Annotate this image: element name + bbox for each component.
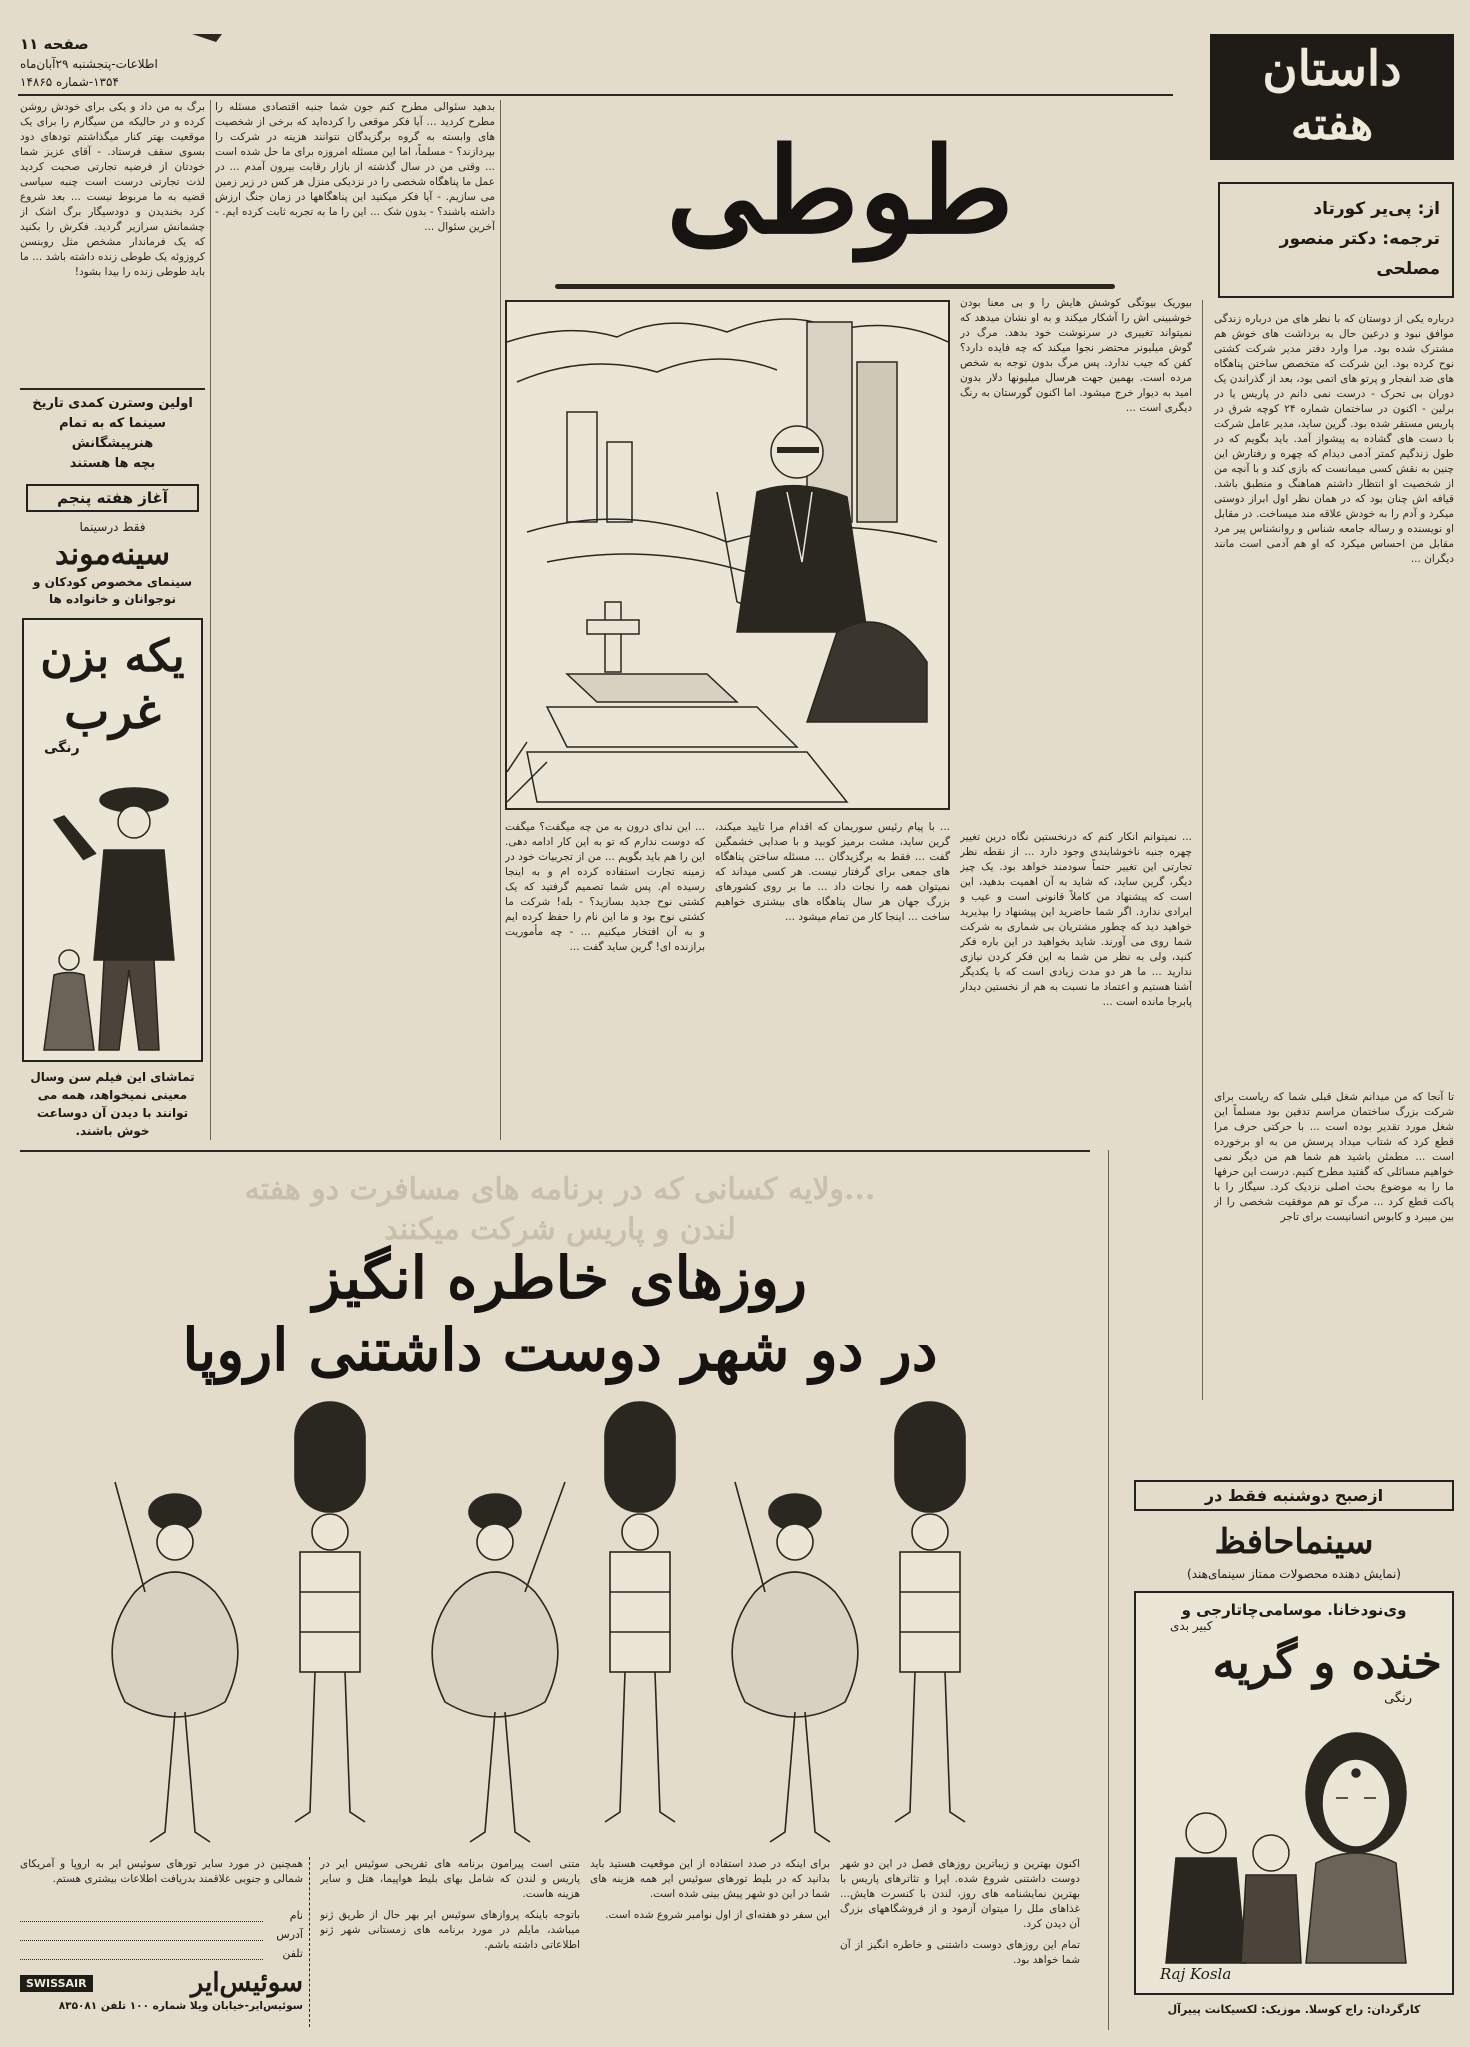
story-column-center-right	[960, 830, 1192, 1205]
author-line: از: پی‌یر کورتاد	[1313, 199, 1440, 219]
hafez-english-tag: Raj Kosla	[1160, 1965, 1232, 1983]
mond-footer-4: خوش باشند.	[75, 1124, 150, 1138]
issue-number: ۱۳۵۴-شماره ۱۴۸۶۵	[20, 75, 119, 89]
hafez-top: ازصبح دوشنبه فقط در	[1204, 1486, 1384, 1505]
hafez-sub: (نمایش دهنده محصولات ممتاز سینمای‌هند)	[1187, 1567, 1401, 1581]
mond-desc-2: نوجوانان و خانواده ها	[49, 592, 176, 606]
swissair-headline-2: در دو شهر دوست داشتنی اروپا	[182, 1316, 938, 1384]
mond-start-box	[26, 484, 199, 512]
swissair-body-1: اکنون بهترین و زیباترین روزهای فصل در این دو شهر دوست داشتنی شروع شده. اپرا و تئاترهای پاریس با بهترین نمایشنامه های روز، لندن با کنسرت هایش... غذاهای ملل را میتوان آزمود و از فروشگاههای بزرگ آن دیدن کرد.	[840, 1858, 1080, 1930]
mond-desc-1: سینمای مخصوص کودکان و	[32, 575, 193, 589]
phone-label: تلفن	[282, 1947, 303, 1960]
swissair-form-intro: همچنین در مورد سایر تورهای سوئیس ایر به اروپا و آمریکای شمالی و جنوبی علاقمند بدریافت اطلاعات بیشتری هستم.	[20, 1858, 303, 1885]
mond-poster	[22, 618, 203, 1062]
swissair-illustration	[35, 1392, 1075, 1852]
story-column-left-text: برگ به من داد و یکی برای خودش روشن کرده و در حالیکه من سیگارم را برای یک موقعیت بهتر کنار میگذاشتم تودهای دود بسوی سقف فرستاد. - آقای عزیز شما خودتان از فرضیه تجارتی صحبت کردید لذت تجارتی درست است چنبه سیاسی قضیه به ما مربوط نیست ... بعد شروع کرد بخندیدن و دودسیگار برگ اشک از چشمانش سرازیر گردید. فکرش را بکنید که یک فرماندار مشخص مثل روبنسن کروزوئه یک طوطی زنده داشته باشد ... ما باید طوطی زنده را بیدا بشود!	[20, 101, 205, 278]
mond-name: سینه‌موند	[55, 537, 170, 572]
credits-box	[1218, 182, 1454, 298]
story-column-center-left	[960, 296, 1192, 816]
swissair-body-col-3	[320, 1857, 580, 2027]
hafez-footer: کارگردان: راج کوسلا. موزیک: لکسیکانت پییرآل	[1167, 2003, 1421, 2016]
corner-mark-icon	[190, 32, 224, 44]
story-column-mid-text: بدهید سئوالی مطرح کنم جون شما جنبه اقتصادی مسئله را مطرح کردید ... آیا فکر موقعی را کرده‌اید که برخی از شخصیت های وابسته به گروه برگزیدگان نتوانند هزینه در شرکت را بپردازند؟ - مسلماً، اما این مسئله امروزه برای ما حل شده است ... وقتی من در سال گذشته از بازار رقابت بیرون آمدم ... در عمل ما پناهگاه شخصی را در نزدیکی منزل هر کس در زیر زمین می سازیم. - آیا فکر میکنید این پناهگاهها در زمان جنگ ارزش داشته باشند؟ - بدون شک ... این را ما به تجربه ثابت کرده ایم. - آخرین سئوال ...	[215, 101, 495, 233]
story-column-lower-mid	[505, 820, 705, 1120]
story-column-right	[1214, 312, 1454, 1082]
mond-line-3: بچه ها هستند	[69, 456, 156, 471]
logo-line-2: هفته	[1290, 99, 1374, 150]
mond-film-title-2: غرب	[64, 684, 161, 740]
page-number: صفحه ۱۱	[20, 35, 89, 53]
column-divider-2	[500, 100, 501, 1140]
mond-footer-2: معینی نمیخواهد، همه می	[37, 1088, 188, 1102]
swissair-address: سوئیس‌ایر-خیابان ویلا شماره ۱۰۰ تلفن ۸۳۵۰۸۱	[58, 2000, 303, 2012]
story-column-left	[20, 100, 205, 380]
swissair-coupon	[20, 1857, 310, 2027]
story-column-lower-right	[1214, 1090, 1454, 1470]
story-column-lower-right-text: تا آنجا که من میدانم شغل قبلی شما که ریاست برای شرکت بزرگ ساختمان مراسم تدفین بود مسلماً این شغل مورد تقدیر بوده است ... با حرکتی حرف مرا قطع کرد که شتاب میداد پرسش من به او برخورده است ... مطمئن باشید هم شما هم من دیگر نمی خواهیم مسائلی که گفتید مطرح کنیم. درست این حرفها ما را به موضوع بحث اصلی نزدیک کرد. سیگار را با پاکت قطع کرد ... مرگ تو هم موفقیت شخصی را از بین میبرد و کابوس انسانیست برای تاجر	[1214, 1091, 1454, 1223]
story-column-center-right-text: ... نمیتوانم انکار کنم که درنخستین نگاه درین تغییر چهره جنبه ناخوشایندی وجود دارد ... از نقطه نظر تجارتی این تغییر حتماً سودمند خواهد بود. یک چیز دیگر، گرین ساید، که شاید به آن اهمیت بدهید، این است که پیشنهاد من کاملاً قانونی است و عیب و ایرادی ندارد. اگر شما حاضرید این پیشنهاد را بپذیرید خواهید دید که چطور مشتریان بی شماری به شرکت شما روی می آورند. شاید بخواهید در این باره فکر کنید، ولی به نظر من شما به این فکر کردن نیازی ندارید ... ما هر دو مدت زیادی است که با یکدیگر آشنا هستیم و اعتماد ما نسبت به هم از نخستین دیدار پابرجا مانده است ...	[960, 831, 1192, 1008]
mond-poster-art	[24, 760, 201, 1060]
swissair-body-col-1	[840, 1857, 1080, 2027]
hafez-poster-art	[1136, 1713, 1452, 1973]
swissair-body-3: متنی است پیرامون برنامه های تفریحی سوئیس ایر در پاریس و لندن که شامل بهای بلیط هواپیما، هتل و سایر هزینه هاست.	[320, 1858, 580, 1900]
story-column-lower-center	[715, 820, 950, 1120]
name-label: نام	[289, 1909, 303, 1922]
translator-line: ترجمه: دکتر منصور مصلحی	[1279, 229, 1440, 279]
story-column-mid	[215, 100, 495, 1140]
story-title: طوطی	[666, 121, 1014, 260]
cinema-hafez-ad	[1134, 1480, 1454, 2030]
series-logo	[1210, 34, 1454, 160]
swissair-logo-en: SWISSAIR	[20, 1975, 93, 1992]
swissair-body-2b: این سفر دو هفته‌ای از اول نوامبر شروع شده است.	[605, 1909, 830, 1921]
swissair-body-col-2	[590, 1857, 830, 2027]
mond-start: آغاز هفته پنجم	[57, 489, 168, 507]
phone-field[interactable]	[20, 1947, 263, 1960]
hafez-top-box	[1134, 1480, 1454, 1511]
header-rule	[18, 94, 1173, 96]
address-field[interactable]	[20, 1928, 263, 1941]
swissair-faded-line-2: لندن و پاریس شرکت میکنند	[384, 1212, 736, 1247]
column-divider-3	[210, 100, 211, 1140]
address-label: آدرس	[276, 1928, 303, 1941]
mond-line-1: اولین وسترن کمدی تاریخ	[32, 396, 193, 411]
column-divider-4	[1108, 1150, 1109, 2030]
hafez-film-title: خنده و گریه	[1212, 1635, 1442, 1689]
logo-line-1: داستان	[1262, 41, 1402, 97]
swissair-faded-line-1: ...ولایه کسانی که در برنامه های مسافرت دو هفته	[244, 1172, 876, 1207]
swissair-logo-fa: سوئیس‌ایر	[190, 1968, 303, 1998]
hafez-name: سینماحافظ	[1214, 1522, 1374, 1562]
hafez-color-tag: رنگی	[1384, 1691, 1412, 1706]
hafez-poster	[1134, 1591, 1454, 1995]
story-column-lower-center-text: ... با پیام رئیس سوریمان که اقدام مرا تایید میکند، گرین ساید، مشت برمیز کوبید و با صدایی خشمگین گفت ... فقط به برگزیدگان ... مسئله ساختن پناهگاه های جمعی برای گرفتار نیست. هر کسی میداند که نمیتوان همه را نجات داد ... ما بر روی کشورهای بزرگ جهان هر سال پناهگاه های بیشتری خواهیم ساخت ... اینجا کار من تمام میشود ...	[715, 821, 950, 923]
mond-only: فقط درسینما	[79, 520, 146, 534]
hafez-cast-2: کبیر بدی	[1170, 1619, 1213, 1633]
issue-date: اطلاعات-پنجشنبه ۲۹آبان‌ماه	[20, 57, 158, 71]
swissair-body-3b: باتوجه باینکه پروازهای سوئیس ایر بهر حال از طریق ژنو میباشد، مایلم در مورد برنامه های زمستانی شهر ژنو اطلاعاتی داشته باشم.	[320, 1909, 580, 1951]
column-divider-1	[1202, 300, 1203, 1400]
story-illustration	[505, 300, 950, 810]
mond-color-tag: رنگی	[44, 740, 80, 756]
swissair-ad	[20, 1150, 1090, 2030]
name-field[interactable]	[20, 1909, 263, 1922]
title-underline	[555, 284, 1115, 289]
mond-line-2: سینما که به تمام هنرپیشگانش	[59, 416, 166, 451]
hafez-cast: وی‌نودخانا. موسامی‌چاتارجی و	[1181, 1601, 1407, 1619]
swissair-body-2: برای اینکه در صدد استفاده از این موقعیت هستید باید بدانید که در بلیط تورهای سوئیس ایر همه هزینه های شما در این دو شهر پیش بینی شده است.	[590, 1858, 830, 1900]
swissair-headline-1: روزهای خاطره انگیز	[313, 1244, 807, 1312]
swissair-body-1b: تمام این روزهای دوست داشتنی و خاطره انگیز از آن شما خواهد بود.	[840, 1939, 1080, 1966]
story-column-center-left-text: بیوریک بیوتگی کوشش هایش را و بی معنا بودن خوشبینی اش را آشکار میکند و به او نشان میدهد که نمیتواند تغییری در سرنوشت خود بدهد. مرگ در گوش میلیونر محتضر نجوا میکند که چه فایده دارد؟ کفن که جیب ندارد. پس مرگ بدون توجه به شخص مرده است. بهمین جهت هرسال میلیونها دلار بدون امید به دیوار خرج میشود. اما اکنون گورستان به رنگ دیگری است ...	[960, 297, 1192, 414]
mond-film-title-1: یکه بزن	[40, 631, 185, 682]
mond-footer-3: توانند با دیدن آن دوساعت	[36, 1106, 189, 1120]
story-column-right-text: درباره یکی از دوستان که با نظر های من درباره زندگی موافق نبود و درعین حال به برداشت های خوش هم مشترک شده بود. مرا وارد دفتر مدیر شرکت کشتی نوح کرده بود. این شرکت که متخصص ساختن پناهگاه های ضد انفجار و پرتو های اتمی بود، بعد از گذراندن یک دوران بی تحرک - درست نمی دانم در پاریس یا در برلین - اکنون در ساختمان شماره ۲۴ کوچه شرق در پاریس مستقر شده بود. گرین ساید، مدیر عامل شرکت با دست های گشاده به پیشواز آمد. باید بگویم که در طول زندگیم کمتر آدمی دیدام که چهره و رفتارش این چنین به نقش کسی میمانست که بازی کند و با آنچه من از شخصیت او انتظار داشتم هماهنگ و منطبق باشد. قیافه اش چنان بود که در همان نظر اول ابراز دوستی میکرد و آدم را به خودش علاقه مند میساخت. در مقابل او نویسنده و رساله جامعه شناس و روانشناس پیر مرد مقابل من احساس میکرد که او هم آدمی است مانند دیگران ...	[1214, 313, 1454, 565]
story-column-lower-mid-text: ... این ندای درون به من چه میگفت؟ میگفت که دوست ندارم که تو به این کار ادامه دهی. این را هم باید بگویم ... من از تجربیات خود در زمینه تجارت استفاده کرده ام و به اینجا رسیده ام. پس شما تصمیم گرفتید که یک کشتی نوح جدید بسازید؟ - بله! شرکت ما کشتی نوح بود و ما این نام را حفظ کرده ایم و به آن افتخار میکنیم ... - چه مأموریت برازنده ای! گرین ساید گفت ...	[505, 821, 705, 953]
cinema-mond-ad	[20, 388, 205, 1140]
mond-footer-1: تماشای این فیلم سن وسال	[30, 1070, 195, 1084]
